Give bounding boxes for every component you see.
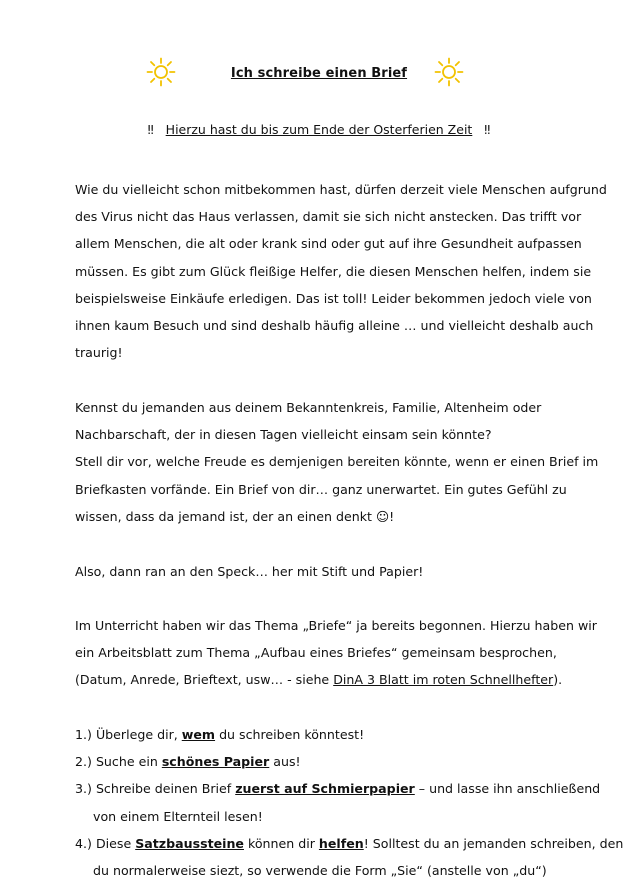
text-segment: aus! xyxy=(269,754,301,770)
text-segment: – und lasse ihn anschließend xyxy=(414,781,601,797)
text-line: allem Menschen, die alt oder krank sind oder gut auf ihre Gesundheit aufpassen xyxy=(75,236,582,252)
text-line: ihnen kaum Besuch und sind deshalb häufig alleine … und vielleicht deshalb auch xyxy=(75,317,594,333)
text-segment: (Datum, Anrede, Brieftext, usw… - siehe xyxy=(75,672,334,688)
emphasis: schönes Papier xyxy=(161,754,270,770)
text-line: des Virus nicht das Haus verlassen, damit sie sich nicht anstecken. Das trifft vor xyxy=(75,209,582,225)
text-segment: können dir xyxy=(243,835,319,851)
list-item xyxy=(75,721,595,748)
emphasis: helfen xyxy=(318,835,364,851)
text-line: Also, dann ran an den Speck… her mit Stift und Papier! xyxy=(75,564,424,579)
text-segment: Suche ein xyxy=(91,754,162,770)
step-number: 4.) xyxy=(75,835,92,851)
text-segment: Schreibe deinen Brief xyxy=(91,781,236,797)
emphasis: wem xyxy=(181,727,216,742)
text-line: müssen. Es gibt zum Glück fleißige Helfer, die diesen Menschen helfen, indem sie xyxy=(75,263,592,279)
text-line: Wie du vielleicht schon mitbekommen hast, dürfen derzeit viele Menschen aufgrund xyxy=(75,182,607,197)
emphasis: zuerst auf Schmierpapier xyxy=(235,781,415,797)
text-line: wissen, dass da jemand ist, der an einen denkt ☺! xyxy=(75,508,395,524)
text-line: Stell dir vor, welche Freude es demjenigen bereiten könnte, wenn er einen Brief im xyxy=(75,454,599,470)
page-title xyxy=(0,66,638,81)
paragraph-lesson xyxy=(75,612,595,694)
list-item xyxy=(75,748,595,775)
text-line: Nachbarschaft, der in diesen Tagen vielleicht einsam sein könnte? xyxy=(75,427,492,443)
text-segment: ! Solltest du an jemanden schreiben, den xyxy=(363,835,624,851)
text-segment: Diese xyxy=(91,835,136,851)
deadline-note xyxy=(0,122,638,137)
paragraph-call-to-action xyxy=(75,558,595,585)
text-line: beispielsweise Einkäufe erledigen. Das ist toll! Leider bekommen jedoch viele von xyxy=(75,290,592,306)
text-line xyxy=(75,666,595,693)
text-segment: Überlege dir, xyxy=(91,727,182,742)
deadline-text: Hierzu hast du bis zum Ende der Osterferien Zeit xyxy=(165,122,473,137)
text-line: Kennst du jemanden aus deinem Bekanntenkreis, Familie, Altenheim oder xyxy=(75,400,542,415)
text-line: Briefkasten vorfände. Ein Brief von dir… ganz unerwartet. Ein gutes Gefühl zu xyxy=(75,481,567,497)
list-item xyxy=(75,775,601,802)
worksheet-reference: DinA 3 Blatt im roten Schnellhefter xyxy=(333,672,554,688)
text-line: traurig! xyxy=(75,345,123,361)
steps-list xyxy=(75,721,624,884)
step-number: 3.) xyxy=(75,781,92,797)
text-line: ein Arbeitsblatt zum Thema „Aufbau eines Briefes“ gemeinsam besprochen, xyxy=(75,645,557,661)
paragraph-intro xyxy=(75,176,607,366)
paragraph-question xyxy=(75,394,599,530)
exclamation-mark: ‼ xyxy=(147,122,154,137)
text-segment: ). xyxy=(553,672,563,688)
list-item-continuation: du normalerweise siezt, so verwende die Form „Sie“ (anstelle von „du“) xyxy=(93,862,547,878)
list-item xyxy=(75,830,624,857)
step-number: 2.) xyxy=(75,754,92,770)
list-item-continuation: von einem Elternteil lesen! xyxy=(93,808,263,824)
text-line: Im Unterricht haben wir das Thema „Briefe“ ja bereits begonnen. Hierzu haben wir xyxy=(75,618,597,633)
step-number: 1.) xyxy=(75,727,92,742)
emphasis: Satzbaussteine xyxy=(135,835,244,851)
exclamation-mark: ‼ xyxy=(484,122,491,137)
text-segment: du schreiben könntest! xyxy=(215,727,365,742)
title-text: Ich schreibe einen Brief xyxy=(230,66,408,81)
